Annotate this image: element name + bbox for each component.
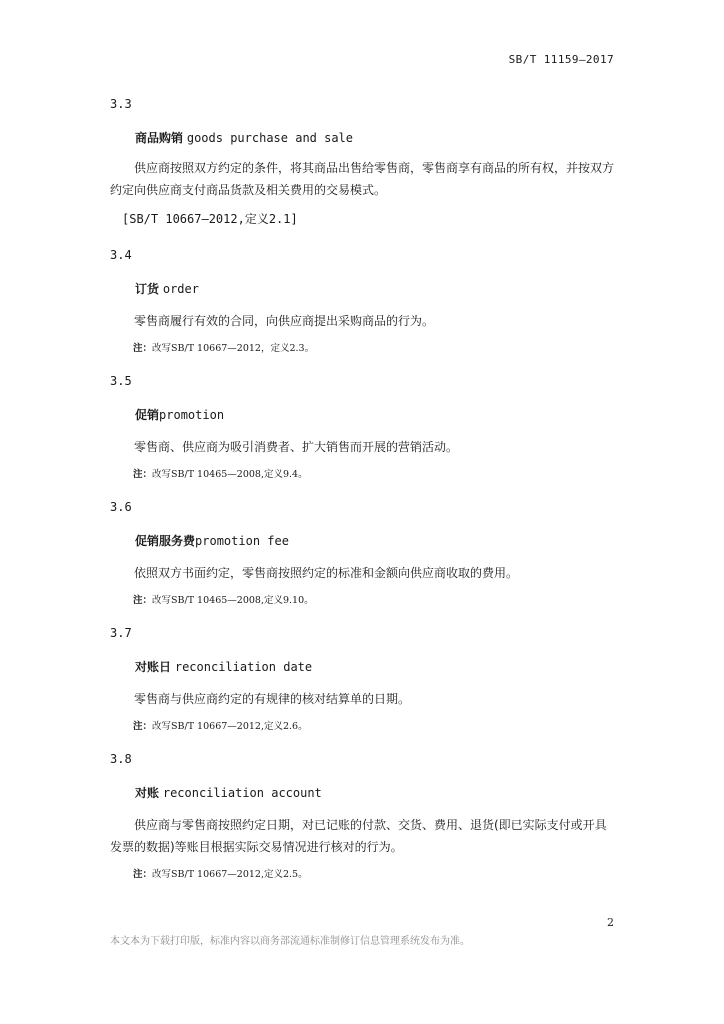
term-english: promotion [159, 408, 225, 422]
term-definition: 零售商履行有效的合同，向供应商提出采购商品的行为。 [134, 314, 435, 328]
term-definition: 零售商、供应商为吸引消费者、扩大销售而开展的营销活动。 [134, 440, 459, 454]
term-english: reconciliation date [174, 660, 313, 674]
page-number: 2 [607, 916, 614, 929]
note-text: 改写SB/T 10667—2012,定义2.5。 [152, 869, 308, 880]
term-english: order [162, 282, 199, 296]
note-text: 改写SB/T 10667—2012，定义2.3。 [152, 343, 315, 354]
term-note [133, 340, 314, 354]
note-label: 注： [133, 343, 153, 354]
term-heading [135, 129, 353, 146]
term-english: goods purchase and sale [186, 131, 354, 145]
term-definition: 零售商与供应商约定的有规律的核对结算单的日期。 [134, 692, 411, 706]
download-disclaimer-footer: 本文本为下载打印版，标准内容以商务部流通标准制修订信息管理系统发布为准。 [110, 936, 470, 947]
note-label: 注： [133, 595, 153, 606]
term-chinese: 订货 [135, 282, 160, 296]
term-english: promotion fee [195, 534, 289, 548]
clause-number: 3.8 [110, 752, 132, 766]
term-definition: 供应商按照双方约定的条件，将其商品出售给零售商，零售商享有商品的所有权，并按双方约定向供应商支付商品货款及相关费用的交易模式。 [110, 161, 615, 197]
term-definition: 依照双方书面约定，零售商按照约定的标准和金额向供应商收取的费用。 [134, 566, 519, 580]
note-text: 改写SB/T 10465—2008,定义9.4。 [152, 469, 308, 480]
term-heading [135, 658, 312, 675]
note-label: 注： [133, 469, 153, 480]
term-note [133, 466, 308, 480]
term-chinese: 促销服务费 [135, 534, 196, 548]
term-note [133, 718, 308, 732]
term-heading [135, 784, 322, 801]
term-chinese: 对账日 [135, 660, 172, 674]
standard-code-header: SB/T 11159—2017 [508, 53, 614, 66]
term-source: [SB/T 10667—2012,定义2.1] [122, 212, 298, 226]
term-english: reconciliation account [162, 786, 322, 800]
term-note [133, 866, 308, 880]
note-text: 改写SB/T 10667—2012,定义2.6。 [152, 721, 308, 732]
clause-number: 3.5 [110, 374, 132, 388]
term-heading [135, 280, 199, 297]
term-chinese: 对账 [135, 786, 160, 800]
note-label: 注： [133, 721, 153, 732]
clause-number: 3.7 [110, 626, 132, 640]
term-heading [135, 406, 224, 423]
clause-number: 3.3 [110, 97, 132, 111]
clause-number: 3.4 [110, 248, 132, 262]
term-chinese: 促销 [135, 408, 160, 422]
term-heading [135, 532, 289, 549]
note-label: 注： [133, 869, 153, 880]
term-chinese: 商品购销 [135, 131, 184, 145]
clause-number: 3.6 [110, 500, 132, 514]
term-note [133, 592, 314, 606]
term-definition: 供应商与零售商按照约定日期，对已记账的付款、交货、费用、退货(即已实际支付或开具发票的数据)等账目根据实际交易情况进行核对的行为。 [110, 818, 607, 854]
note-text: 改写SB/T 10465—2008,定义9.10。 [152, 595, 314, 606]
